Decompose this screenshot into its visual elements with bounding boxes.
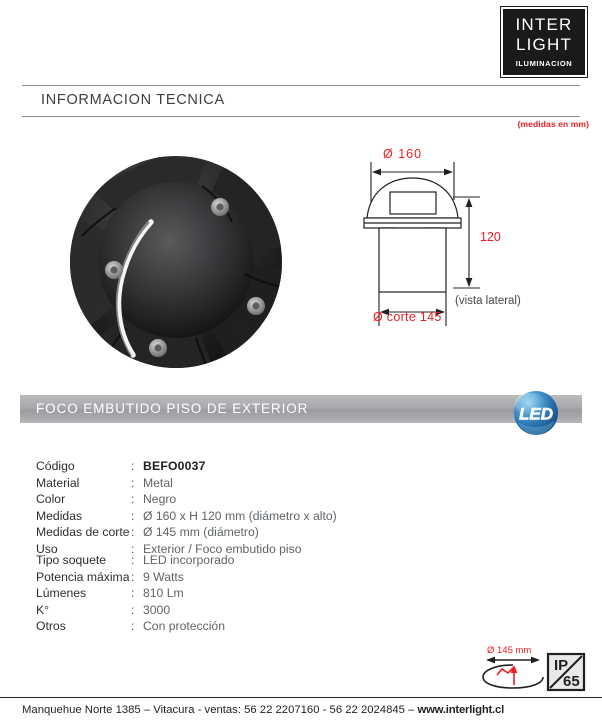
product-photo: [30, 150, 320, 380]
spec-label: Material: [36, 475, 80, 490]
interlight-logo: [501, 7, 587, 77]
logo-line-1: INTER: [515, 15, 573, 34]
product-title-bar: [20, 395, 582, 423]
spec-label: Potencia máxima: [36, 569, 130, 584]
spec-row-material: [36, 475, 337, 492]
ip-rating-badge: [546, 652, 586, 692]
spec-value: 810 Lm: [143, 586, 184, 600]
spec-label: Código: [36, 459, 75, 473]
spec-row-codigo: [36, 458, 337, 475]
dimension-width-label: Ø 160: [383, 147, 423, 161]
spec-row-potencia: [36, 569, 234, 586]
led-badge-text: LED: [519, 404, 553, 424]
spec-label: Color: [36, 492, 66, 506]
spec-row-otros: [36, 618, 234, 635]
spec-label: Medidas: [36, 508, 83, 523]
spec-value: 9 Watts: [143, 569, 184, 584]
specs-primary: [36, 458, 337, 557]
technical-drawing: [350, 140, 602, 340]
spec-label: Uso: [36, 541, 58, 556]
spec-value: Ø 145 mm (diámetro): [143, 525, 259, 539]
header-divider-top: [22, 85, 580, 86]
units-note: (medidas en mm): [517, 119, 589, 129]
spec-separator: :: [131, 492, 135, 506]
cut-hole-dimension-label: Ø 145 mm: [487, 645, 532, 656]
footer: [22, 704, 504, 716]
logo-line-2: LIGHT: [515, 35, 573, 54]
dimension-height-label: 120: [480, 230, 501, 244]
page-title: INFORMACION TECNICA: [41, 92, 225, 108]
spec-row-tipo-soquete: [36, 552, 234, 569]
spec-value: Ø 160 x H 120 mm (diámetro x alto): [143, 508, 337, 523]
spec-value: LED incorporado: [143, 553, 235, 567]
footer-address: Manquehue Norte 1385 – Vitacura - ventas: 56 22 2207160 - 56 22 2024845 –: [22, 704, 418, 716]
spec-label: Tipo soquete: [36, 553, 107, 567]
spec-separator: :: [131, 525, 135, 539]
spec-separator: :: [131, 541, 135, 556]
logo-subtitle: ILUMINACION: [515, 59, 573, 68]
spec-separator: :: [131, 602, 135, 617]
spec-separator: :: [131, 586, 135, 600]
spec-separator: :: [131, 553, 135, 567]
spec-separator: :: [131, 619, 135, 633]
spec-label: Otros: [36, 619, 66, 633]
header-divider-bottom: [22, 116, 580, 117]
spec-separator: :: [131, 508, 135, 523]
spec-value: BEFO0037: [143, 459, 206, 473]
cut-hole-icon: [478, 645, 550, 691]
footer-website[interactable]: www.interlight.cl: [417, 704, 505, 716]
spec-separator: :: [131, 459, 135, 473]
spec-label: K°: [36, 602, 50, 617]
view-note: (vista lateral): [455, 295, 521, 307]
led-badge: [512, 389, 560, 437]
product-title: FOCO EMBUTIDO PISO DE EXTERIOR: [36, 401, 309, 416]
spec-value: Negro: [143, 492, 177, 506]
spec-row-lumenes: [36, 585, 234, 602]
spec-value: Metal: [143, 475, 173, 490]
spec-separator: :: [131, 475, 135, 490]
spec-value: 3000: [143, 602, 171, 617]
specs-secondary: [36, 552, 234, 635]
spec-row-medidas: [36, 508, 337, 525]
spec-row-kelvin: [36, 602, 234, 619]
spec-row-medidas-corte: [36, 524, 337, 541]
ip-prefix-text: IP: [554, 657, 569, 674]
spec-row-color: [36, 491, 337, 508]
spec-label: Medidas de corte: [36, 525, 130, 539]
spec-separator: :: [131, 569, 135, 584]
ip-rating-text: 65: [563, 673, 580, 690]
dimension-cut-label: Ø corte 145: [373, 310, 442, 324]
spec-value: Exterior / Foco embutido piso: [143, 541, 302, 556]
spec-value: Con protección: [143, 619, 225, 633]
footer-divider: [0, 697, 602, 698]
spec-label: Lúmenes: [36, 586, 87, 600]
